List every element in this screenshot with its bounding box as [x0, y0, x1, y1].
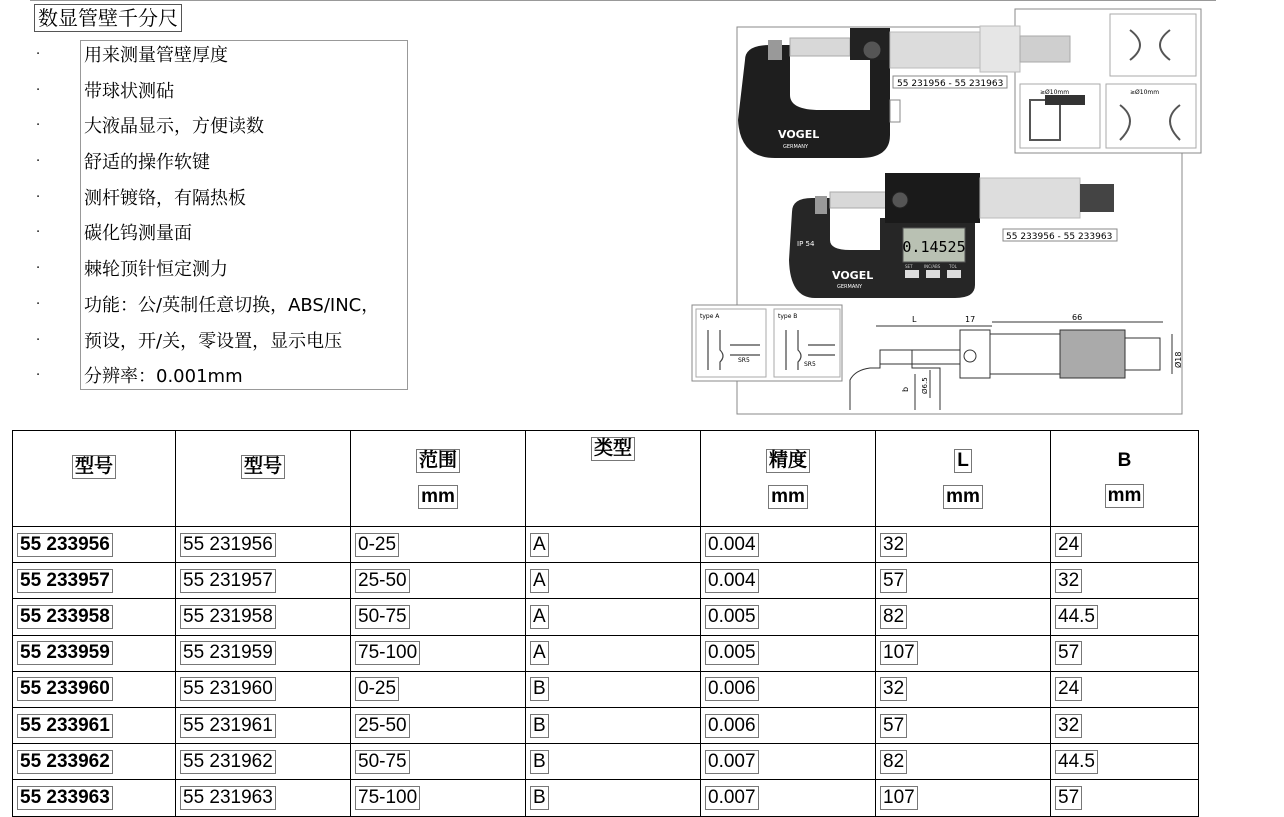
bullet-icon: ·	[36, 82, 41, 98]
cell-value: 44.5	[1055, 605, 1098, 629]
dimension-drawing	[850, 322, 1172, 410]
cell-value: 0.007	[705, 786, 759, 810]
sr-label-b: SR5	[804, 361, 816, 368]
inset-label-2: ≥Ø10mm	[1130, 89, 1160, 96]
header-unit: mm	[768, 485, 808, 509]
table-cell	[176, 707, 351, 743]
table-cell	[526, 635, 701, 671]
feature-item: 棘轮顶针恒定测力	[84, 259, 228, 281]
table-cell	[1051, 563, 1199, 599]
cell-value: 0-25	[355, 533, 399, 557]
brand-text-1: VOGEL	[778, 128, 820, 141]
table-cell	[351, 744, 526, 780]
type-b-label: type B	[778, 313, 798, 320]
table-cell	[13, 635, 176, 671]
page-title: 数显管壁千分尺	[34, 4, 182, 32]
table-row	[13, 671, 1199, 707]
table-cell	[13, 744, 176, 780]
cell-value: 0.006	[705, 714, 759, 738]
spec-table	[12, 430, 1199, 817]
cell-value: 44.5	[1055, 750, 1098, 774]
cell-value: 82	[880, 605, 907, 629]
cell-value: 0.007	[705, 750, 759, 774]
dim-L: L	[912, 315, 917, 324]
dim-66: 66	[1072, 313, 1083, 322]
bullet-icon: ·	[36, 189, 41, 205]
table-cell	[876, 744, 1051, 780]
table-cell	[876, 707, 1051, 743]
cell-value: 55 231963	[180, 786, 276, 810]
cell-value: 57	[880, 714, 907, 738]
header-unit: mm	[418, 485, 458, 509]
table-row	[13, 780, 1199, 816]
table-cell	[701, 599, 876, 635]
order-number: 55 233958	[17, 605, 113, 629]
feature-item: 碳化钨测量面	[84, 223, 192, 245]
cell-value: 107	[880, 641, 918, 665]
cell-value: 55 231956	[180, 533, 276, 557]
order-number: 55 233960	[17, 677, 113, 701]
cell-value: 0.005	[705, 605, 759, 629]
cell-value: 55 231959	[180, 641, 276, 665]
cell-value: A	[530, 533, 549, 557]
cell-value: A	[530, 569, 549, 593]
cell-value: B	[530, 786, 549, 810]
table-cell	[13, 527, 176, 563]
cell-value: 57	[1055, 786, 1082, 810]
table-cell	[351, 563, 526, 599]
table-cell	[526, 780, 701, 816]
table-cell	[176, 527, 351, 563]
bullet-icon: ·	[36, 368, 41, 384]
table-cell	[701, 635, 876, 671]
table-cell	[13, 599, 176, 635]
table-cell	[876, 527, 1051, 563]
feature-item: 功能：公/英制任意切换，ABS/INC，	[84, 294, 380, 316]
label-top: 55 231956 - 55 231963	[897, 79, 1004, 89]
header-top: 精度	[766, 449, 810, 473]
table-cell	[876, 635, 1051, 671]
order-number: 55 233961	[17, 714, 113, 738]
table-cell	[1051, 527, 1199, 563]
table-cell	[351, 635, 526, 671]
ip-rating: IP 54	[797, 240, 815, 248]
cell-value: 32	[1055, 569, 1082, 593]
cell-value: 55 231961	[180, 714, 276, 738]
cell-value: 0.006	[705, 677, 759, 701]
header-cell	[176, 431, 351, 527]
order-number: 55 233957	[17, 569, 113, 593]
header-cell	[351, 431, 526, 527]
table-cell	[13, 707, 176, 743]
cell-value: 24	[1055, 533, 1082, 557]
header-cell	[13, 431, 176, 527]
cell-value: 0.005	[705, 641, 759, 665]
table-cell	[701, 563, 876, 599]
table-cell	[13, 671, 176, 707]
cell-value: 55 231960	[180, 677, 276, 701]
header-top: 类型	[591, 437, 635, 461]
cell-value: 32	[880, 677, 907, 701]
table-cell	[1051, 599, 1199, 635]
feature-item: 舒适的操作软键	[84, 152, 210, 174]
table-cell	[526, 527, 701, 563]
feature-item: 大液晶显示，方便读数	[84, 116, 264, 138]
cell-value: 75-100	[355, 786, 420, 810]
table-cell	[176, 744, 351, 780]
feature-item: 分辨率：0.001mm	[84, 366, 243, 388]
bullet-icon: ·	[36, 47, 41, 62]
header-unit: mm	[1105, 484, 1145, 508]
table-cell	[526, 599, 701, 635]
dim-b: b	[901, 386, 910, 392]
cell-value: 50-75	[355, 605, 410, 629]
table-cell	[13, 780, 176, 816]
table-row	[13, 744, 1199, 780]
table-cell	[351, 707, 526, 743]
table-cell	[176, 563, 351, 599]
bullet-icon: ·	[36, 118, 41, 134]
cell-value: 0.004	[705, 569, 759, 593]
table-cell	[351, 599, 526, 635]
cell-value: 55 231957	[180, 569, 276, 593]
btn-label-set: SET	[905, 264, 913, 269]
cell-value: B	[530, 677, 549, 701]
table-cell	[1051, 744, 1199, 780]
table-cell	[876, 780, 1051, 816]
bullet-icon: ·	[36, 154, 41, 170]
feature-item: 预设，开/关，零设置，显示电压	[84, 330, 343, 352]
table-cell	[526, 563, 701, 599]
dim-17: 17	[965, 315, 976, 324]
table-cell	[351, 671, 526, 707]
bullet-icon: ·	[36, 225, 41, 241]
table-cell	[176, 635, 351, 671]
brand-text-2: VOGEL	[832, 269, 874, 282]
cell-value: 57	[880, 569, 907, 593]
cell-value: 24	[1055, 677, 1082, 701]
cell-value: 57	[1055, 641, 1082, 665]
cell-value: 25-50	[355, 714, 410, 738]
cell-value: A	[530, 641, 549, 665]
table-cell	[1051, 671, 1199, 707]
header-cell	[526, 431, 701, 527]
cell-value: 75-100	[355, 641, 420, 665]
table-cell	[13, 563, 176, 599]
cell-value: 0-25	[355, 677, 399, 701]
btn-label-tol: TOL	[949, 264, 957, 269]
table-cell	[1051, 635, 1199, 671]
bullet-icon: ·	[36, 296, 41, 312]
bullet-icon: ·	[36, 261, 41, 277]
header-cell	[1051, 431, 1199, 527]
order-number: 55 233959	[17, 641, 113, 665]
header-cell	[876, 431, 1051, 527]
type-a-label: type A	[700, 313, 720, 320]
table-cell	[701, 527, 876, 563]
cell-value: B	[530, 714, 549, 738]
cell-value: 32	[880, 533, 907, 557]
table-cell	[876, 563, 1051, 599]
table-cell	[526, 707, 701, 743]
dim-18: Ø18	[1174, 351, 1183, 368]
feature-item: 带球状测砧	[84, 80, 174, 102]
lcd-readout: 0.14525	[902, 238, 966, 256]
table-cell	[1051, 780, 1199, 816]
inset-label-1: ≥Ø10mm	[1040, 89, 1070, 96]
header-top: 范围	[416, 449, 460, 473]
header-cell	[701, 431, 876, 527]
table-row	[13, 563, 1199, 599]
table-cell	[526, 671, 701, 707]
cell-value: 107	[880, 786, 918, 810]
table-cell	[701, 707, 876, 743]
table-cell	[176, 671, 351, 707]
table-cell	[351, 527, 526, 563]
table-cell	[701, 744, 876, 780]
cell-value: 25-50	[355, 569, 410, 593]
order-number: 55 233963	[17, 786, 113, 810]
table-cell	[351, 780, 526, 816]
bullet-icon: ·	[36, 332, 41, 348]
feature-item: 测杆镀铬，有隔热板	[84, 187, 246, 209]
table-cell	[876, 599, 1051, 635]
cell-value: B	[530, 750, 549, 774]
table-row	[13, 707, 1199, 743]
cell-value: 82	[880, 750, 907, 774]
cell-value: A	[530, 605, 549, 629]
order-number: 55 233962	[17, 750, 113, 774]
table-cell	[701, 780, 876, 816]
table-row	[13, 635, 1199, 671]
feature-item: 用来测量管壁厚度	[84, 45, 228, 66]
label-mid: 55 233956 - 55 233963	[1006, 232, 1113, 242]
cell-value: 55 231958	[180, 605, 276, 629]
dim-65: Ø6.5	[921, 377, 929, 394]
header-top: 型号	[241, 455, 285, 479]
table-row	[13, 527, 1199, 563]
order-number: 55 233956	[17, 533, 113, 557]
table-cell	[876, 671, 1051, 707]
sr-label-a: SR5	[738, 357, 750, 364]
cell-value: 55 231962	[180, 750, 276, 774]
header-unit: mm	[943, 485, 983, 509]
header-top: L	[954, 449, 972, 473]
table-cell	[701, 671, 876, 707]
header-top: 型号	[72, 455, 116, 479]
type-diagrams	[692, 305, 842, 381]
table-cell	[1051, 707, 1199, 743]
cell-value: 0.004	[705, 533, 759, 557]
cell-value: 50-75	[355, 750, 410, 774]
table-header-row	[13, 431, 1199, 527]
cell-value: 32	[1055, 714, 1082, 738]
btn-label-inc: INC/ABS	[924, 264, 941, 269]
table-row	[13, 599, 1199, 635]
header-top: B	[1117, 449, 1132, 471]
brand-sub-2: GERMANY	[837, 284, 863, 290]
brand-sub-1: GERMANY	[783, 144, 809, 150]
table-cell	[176, 599, 351, 635]
table-cell	[526, 744, 701, 780]
table-cell	[176, 780, 351, 816]
